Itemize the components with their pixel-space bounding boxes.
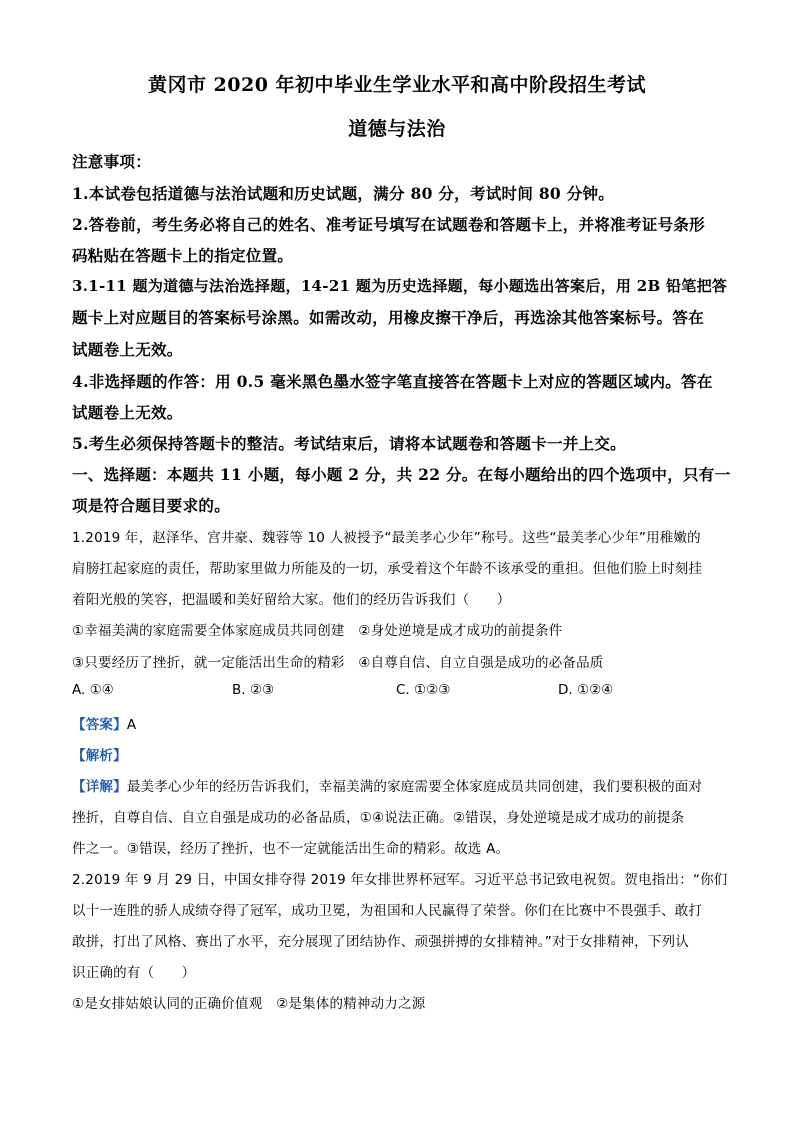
- analysis-line: [72, 744, 732, 764]
- section-heading: 项是符合题目要求的。: [72, 496, 231, 515]
- detail-line: [72, 775, 732, 795]
- answer-line: [72, 713, 732, 733]
- notice-item: 4.非选择题的作答：用 0.5 毫米黑色墨水签字笔直接答在答题卡上对应的答题区域内。答在: [72, 372, 713, 391]
- detail-text: 最美孝心少年的经历告诉我们，幸福美满的家庭需要全体家庭成员共同创建，我们要积极的面对: [126, 779, 703, 795]
- question-1-option-b: B. ②③: [232, 682, 275, 698]
- detail-tag: 【详解】: [72, 779, 127, 795]
- notice-heading: 注意事项：: [72, 152, 152, 171]
- question-2-stem: 以十一连胜的骄人成绩夺得了冠军，成功卫冕，为祖国和人民赢得了荣誉。你们在比赛中不畏强手、敢打: [72, 903, 703, 919]
- question-1-option-d: D. ①②④: [558, 682, 614, 698]
- question-1-stem: 着阳光般的笑容，把温暖和美好留给大家。他们的经历告诉我们（ ）: [72, 592, 511, 608]
- question-1-option-c: C. ①②③: [396, 682, 451, 698]
- notice-item: 3.1-11 题为道德与法治选择题，14-21 题为历史选择题，每小题选出答案后，用 2B 铅笔把答: [72, 277, 728, 295]
- notice-item: 2.答卷前，考生务必将自己的姓名、准考证号填写在试题卷和答题卡上，并将准考证号条形: [72, 215, 705, 234]
- question-2-stem: 2.2019 年 9 月 29 日，中国女排夺得 2019 年女排世界杯冠军。习近平总书记致电祝贺。贺电指出：“你们: [72, 872, 728, 888]
- question-1-option-a: A. ①④: [72, 682, 114, 698]
- answer-tag: 【答案】: [72, 717, 127, 733]
- exam-title: 黄冈市 2020 年初中毕业生学业水平和高中阶段招生考试: [147, 74, 647, 96]
- question-1-statement: ③只要经历了挫折，就一定能活出生命的精彩 ④自尊自信、自立自强是成功的必备品质: [72, 655, 604, 671]
- question-1-stem: 肩膀扛起家庭的责任，帮助家里做力所能及的一切，承受着这个年龄不该承受的重担。但他们脸上时刻挂: [72, 561, 703, 577]
- notice-item: 题卡上对应题目的答案标号涂黑。如需改动，用橡皮擦干净后，再选涂其他答案标号。答在: [72, 308, 705, 327]
- notice-item: 试题卷上无效。: [72, 403, 183, 422]
- detail-text: 挫折，自尊自信、自立自强是成功的必备品质，①④说法正确。②错误，身处逆境是成才成功的前提条: [72, 810, 685, 826]
- analysis-tag: 【解析】: [72, 748, 127, 764]
- question-2-stem: 识正确的有（ ）: [72, 965, 196, 981]
- subject-title: 道德与法治: [348, 118, 446, 140]
- question-2-statement: ①是女排姑娘认同的正确价值观 ②是集体的精神动力之源: [72, 996, 426, 1012]
- notice-item: 码粘贴在答题卡上的指定位置。: [72, 246, 294, 265]
- section-heading: 一、选择题：本题共 11 小题，每小题 2 分，共 22 分。在每小题给出的四个选项中，只有一: [72, 465, 731, 484]
- question-1-stem: 1.2019 年，赵泽华、宫井豪、魏蓉等 10 人被授予“最美孝心少年”称号。这些“最美孝心少年”用稚嫩的: [72, 530, 701, 546]
- notice-item: 试题卷上无效。: [72, 340, 183, 359]
- question-1-statement: ①幸福美满的家庭需要全体家庭成员共同创建 ②身处逆境是成才成功的前提条件: [72, 623, 563, 639]
- notice-item: 1.本试卷包括道德与法治试题和历史试题，满分 80 分，考试时间 80 分钟。: [72, 184, 615, 203]
- detail-text: 件之一。③错误，经历了挫折，也不一定就能活出生命的精彩。故选 A。: [72, 841, 510, 857]
- notice-item: 5.考生必须保持答题卡的整洁。考试结束后，请将本试题卷和答题卡一并上交。: [72, 434, 626, 453]
- answer-value: A: [126, 717, 137, 733]
- question-2-stem: 敢拼，打出了风格、赛出了水平，充分展现了团结协作、顽强拼搏的女排精神。”对于女排精神，下列认: [72, 934, 689, 950]
